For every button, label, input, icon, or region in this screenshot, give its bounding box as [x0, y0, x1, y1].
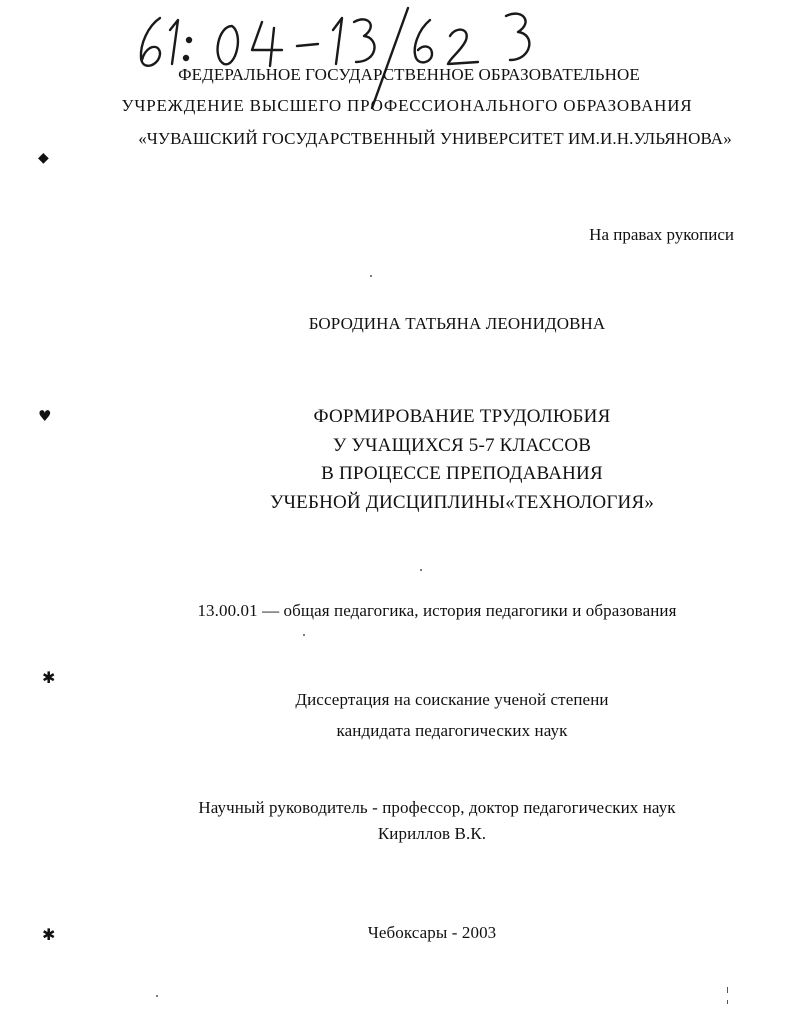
institution-line-1: ФЕДЕРАЛЬНОЕ ГОСУДАРСТВЕННОЕ ОБРАЗОВАТЕЛЬНОЕ [178, 65, 640, 84]
supervisor-name: Кириллов В.К. [377, 824, 487, 843]
title-line: УЧЕБНОЙ ДИСЦИПЛИНЫ«ТЕХНОЛОГИЯ» [269, 491, 655, 513]
title-line: В ПРОЦЕССЕ ПРЕПОДАВАНИЯ [321, 463, 603, 484]
scan-speck [727, 1000, 728, 1004]
institution-line-3: «ЧУВАШСКИЙ ГОСУДАРСТВЕННЫЙ УНИВЕРСИТЕТ ИМ.И.Н.УЛЬЯНОВА» [138, 129, 732, 148]
rights-note: На правах рукописи [589, 225, 734, 244]
scan-speck [370, 275, 372, 277]
scan-mark-icon: ✱ [42, 925, 56, 944]
institution-line-2: УЧРЕЖДЕНИЕ ВЫСШЕГО ПРОФЕССИОНАЛЬНОГО ОБРАЗОВАНИЯ [121, 96, 693, 115]
city-year: Чебоксары - 2003 [367, 923, 497, 942]
scan-speck [420, 569, 422, 571]
scan-speck [303, 634, 305, 636]
dissertation-degree-line-2: кандидата педагогических наук [336, 721, 568, 740]
scan-speck [156, 995, 158, 997]
title-line: У УЧАЩИХСЯ 5-7 КЛАССОВ [332, 434, 592, 456]
scan-mark-icon: ◆ [38, 150, 49, 166]
author-name: БОРОДИНА ТАТЬЯНА ЛЕОНИДОВНА [308, 314, 606, 333]
supervisor-line-1: Научный руководитель - профессор, доктор педагогических наук [198, 798, 676, 817]
specialty-code: 13.00.01 — общая педагогика, история педагогики и образования [197, 601, 677, 620]
dissertation-title [65, 403, 794, 517]
dissertation-degree-line-1: Диссертация на соискание ученой степени [295, 690, 609, 709]
handwritten-archive-number [0, 0, 794, 110]
title-line: ФОРМИРОВАНИЕ ТРУДОЛЮБИЯ [313, 406, 611, 427]
scan-mark-icon: ✱ [42, 668, 56, 687]
scan-mark-icon: ♥ [38, 407, 52, 425]
scan-speck [727, 987, 728, 993]
